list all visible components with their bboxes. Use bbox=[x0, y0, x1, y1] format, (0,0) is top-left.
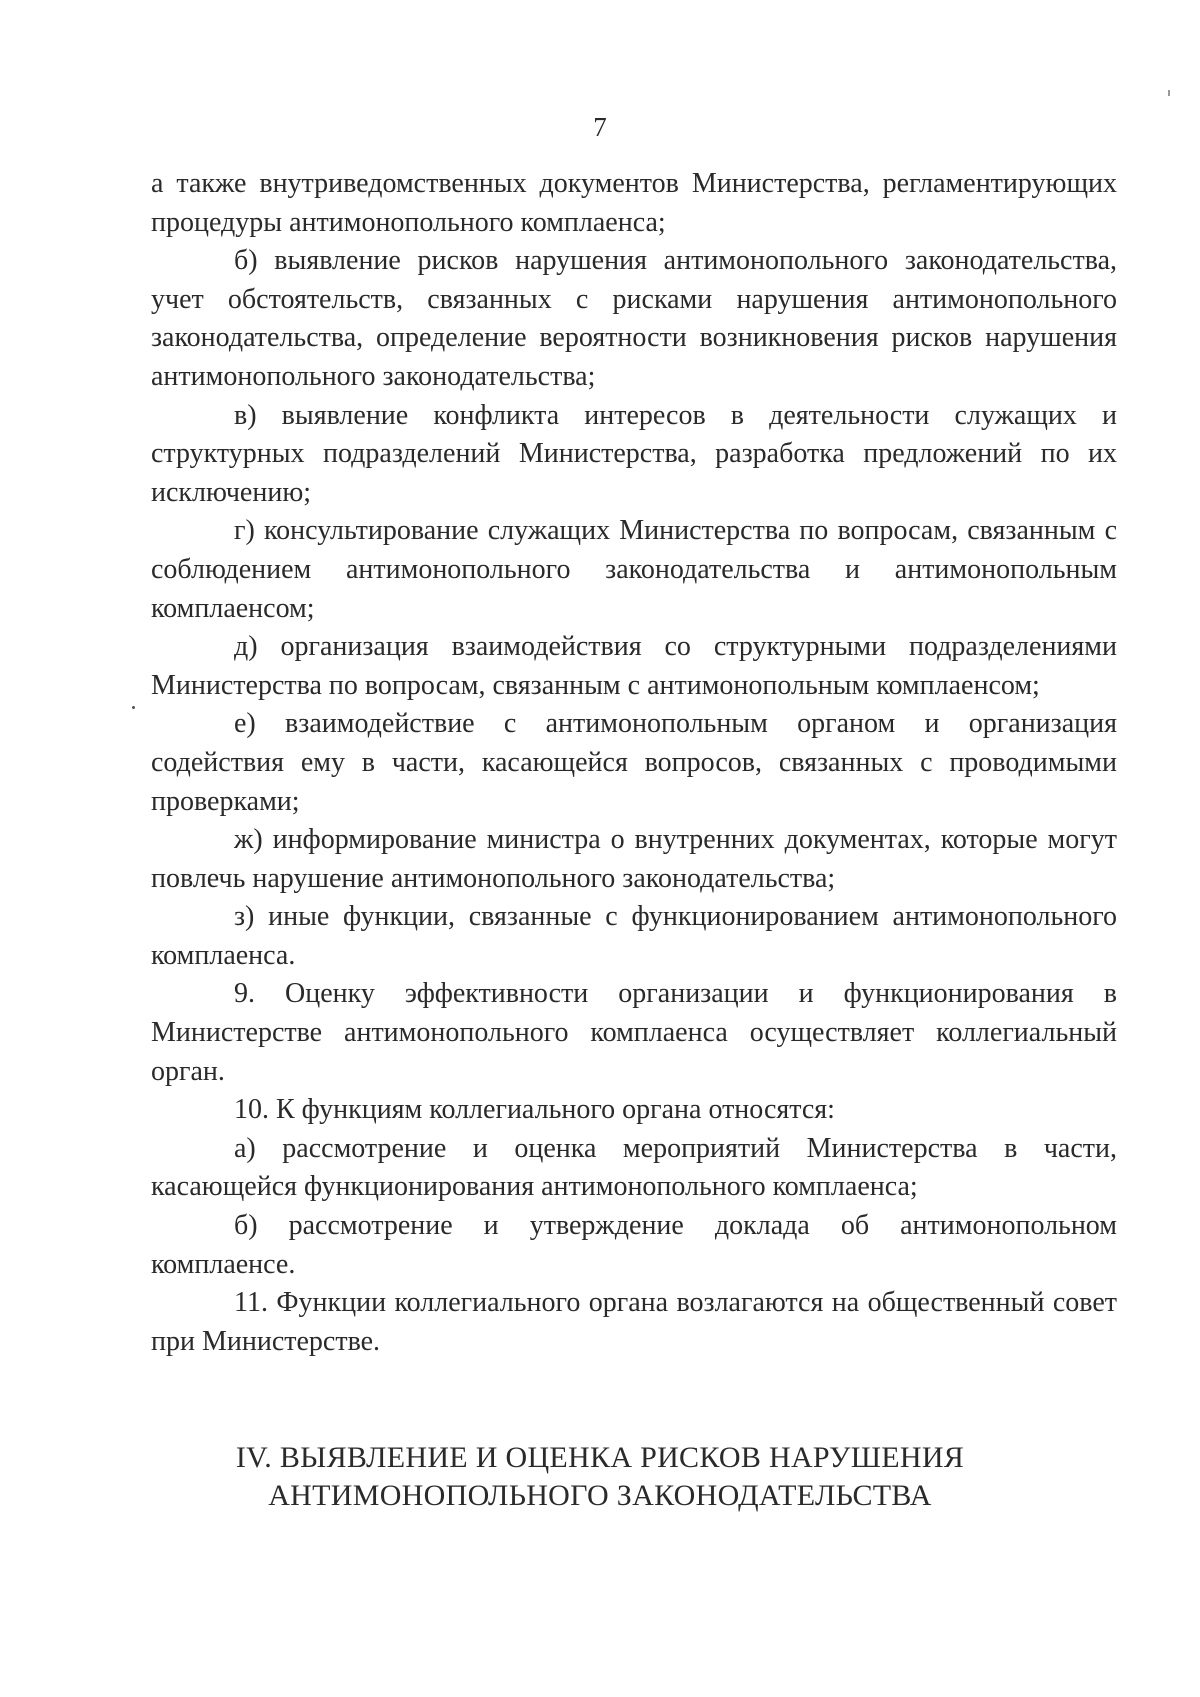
clause-10-item-b: б) рассмотрение и утверждение доклада об антимонопольном комплаенсе. bbox=[151, 1210, 1117, 1280]
section-heading-line-2: АНТИМОНОПОЛЬНОГО ЗАКОНОДАТЕЛЬСТВА bbox=[268, 1479, 932, 1512]
page-number: 7 bbox=[593, 112, 607, 142]
list-item-e: е) взаимодействие с антимонопольным органом и организация содействия ему в части, касающейся вопросов, связанных с проводимыми проверками; bbox=[151, 708, 1117, 817]
clause-10-item-a: а) рассмотрение и оценка мероприятий Министерства в части, касающейся функционирования антимонопольного комплаенса; bbox=[151, 1132, 1117, 1203]
list-item-zh: ж) информирование министра о внутренних документах, которые могут повлечь нарушение антимонопольного законодательства; bbox=[151, 824, 1117, 894]
body-text bbox=[151, 165, 1117, 1361]
clause-9: 9. Оценку эффективности организации и функционирования в Министерстве антимонопольного комплаенса осуществляет коллегиальный орган. bbox=[151, 978, 1117, 1087]
scan-artifact bbox=[1168, 90, 1170, 96]
list-item-b: б) выявление рисков нарушения антимонопольного законодательства, учет обстоятельств, связанных с рисками нарушения антимонопольного законодательства, определение вероятности возникновения рисков нарушения антимонопольного законодательства; bbox=[151, 245, 1117, 392]
section-heading bbox=[0, 1439, 1200, 1515]
scan-speck bbox=[132, 706, 135, 709]
clause-11: 11. Функции коллегиального органа возлагаются на общественный совет при Министерстве. bbox=[151, 1287, 1117, 1357]
paragraph-continuation: а также внутриведомственных документов Министерства, регламентирующих процедуры антимонопольного комплаенса; bbox=[151, 168, 1117, 238]
list-item-d: д) организация взаимодействия со структурными подразделениями Министерства по вопросам, связанным с антимонопольным комплаенсом; bbox=[151, 631, 1117, 701]
clause-10: 10. К функциям коллегиального органа относятся: bbox=[234, 1094, 835, 1126]
list-item-z: з) иные функции, связанные с функционированием антимонопольного комплаенса. bbox=[151, 901, 1117, 971]
list-item-g: г) консультирование служащих Министерства по вопросам, связанным с соблюдением антимонопольного законодательства и антимонопольным комплаенсом; bbox=[151, 515, 1117, 624]
list-item-v: в) выявление конфликта интересов в деятельности служащих и структурных подразделений Министерства, разработка предложений по их исключению; bbox=[151, 399, 1117, 508]
section-heading-line-1: IV. ВЫЯВЛЕНИЕ И ОЦЕНКА РИСКОВ НАРУШЕНИЯ bbox=[235, 1441, 965, 1474]
